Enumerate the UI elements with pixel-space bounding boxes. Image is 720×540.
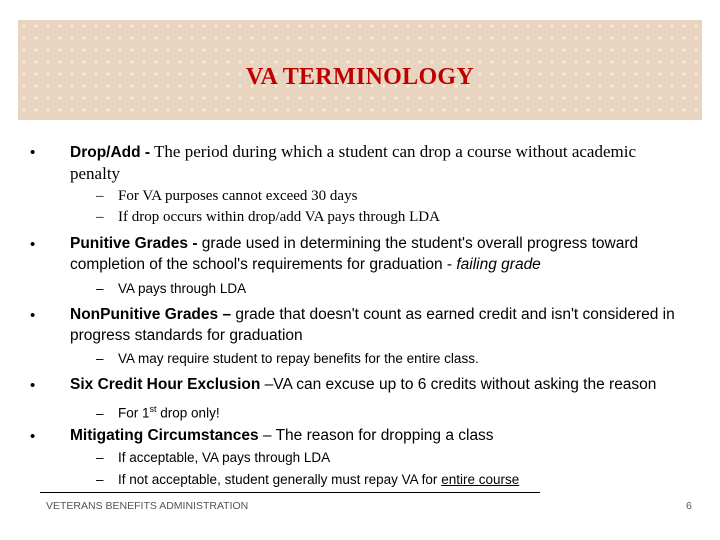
slide-title: VA TERMINOLOGY: [245, 64, 475, 90]
sub-item: – For 1st drop only!: [96, 404, 220, 421]
dash-icon: –: [96, 405, 104, 421]
dash-icon: –: [96, 351, 104, 366]
term-punitive-grades: [70, 233, 690, 275]
term-label: NonPunitive Grades –: [70, 306, 232, 323]
sub-item: – For VA purposes cannot exceed 30 days: [96, 188, 358, 204]
dash-icon: –: [96, 472, 104, 487]
term-definition: The period during which a student can drop a course without academic penalty: [70, 142, 636, 183]
bullet-icon: •: [30, 144, 36, 161]
bullet-icon: •: [30, 428, 36, 445]
sub-item: – If drop occurs within drop/add VA pays through LDA: [96, 209, 440, 225]
term-definition: grade used in determining the student's overall progress toward completion of the school's requirements for graduation -: [70, 235, 639, 273]
term-label: Mitigating Circumstances: [70, 427, 259, 444]
dash-icon: –: [96, 450, 104, 465]
term-label: Six Credit Hour Exclusion: [70, 376, 261, 393]
term-definition: – The reason for dropping a class: [258, 427, 494, 444]
term-drop-add: [70, 141, 690, 185]
term-definition: grade that doesn't count as earned credit and isn't considered in progress standards for graduation: [70, 306, 675, 344]
sub-item: – VA pays through LDA: [96, 281, 247, 296]
term-six-credit-hour-exclusion: [70, 374, 690, 395]
sub-item: – If acceptable, VA pays through LDA: [96, 450, 331, 465]
term-emphasis: failing grade: [456, 256, 541, 273]
sub-item: – If not acceptable, student generally must repay VA for entire course: [96, 472, 520, 487]
dash-icon: –: [96, 281, 104, 296]
bullet-icon: •: [30, 236, 36, 253]
bullet-icon: •: [30, 377, 36, 394]
term-definition: –VA can excuse up to 6 credits without asking the reason: [260, 376, 657, 393]
dash-icon: –: [96, 188, 104, 204]
bullet-icon: •: [30, 307, 36, 324]
sub-item: – VA may require student to repay benefits for the entire class.: [96, 351, 479, 366]
term-label: Drop/Add -: [70, 144, 151, 161]
term-nonpunitive-grades: [70, 304, 690, 346]
footer-divider: [40, 492, 540, 493]
term-label: Punitive Grades -: [70, 235, 198, 252]
footer-org: VETERANS BENEFITS ADMINISTRATION: [46, 500, 249, 512]
page-number: 6: [686, 500, 692, 512]
term-mitigating-circumstances: [70, 425, 690, 446]
dash-icon: –: [96, 209, 104, 225]
